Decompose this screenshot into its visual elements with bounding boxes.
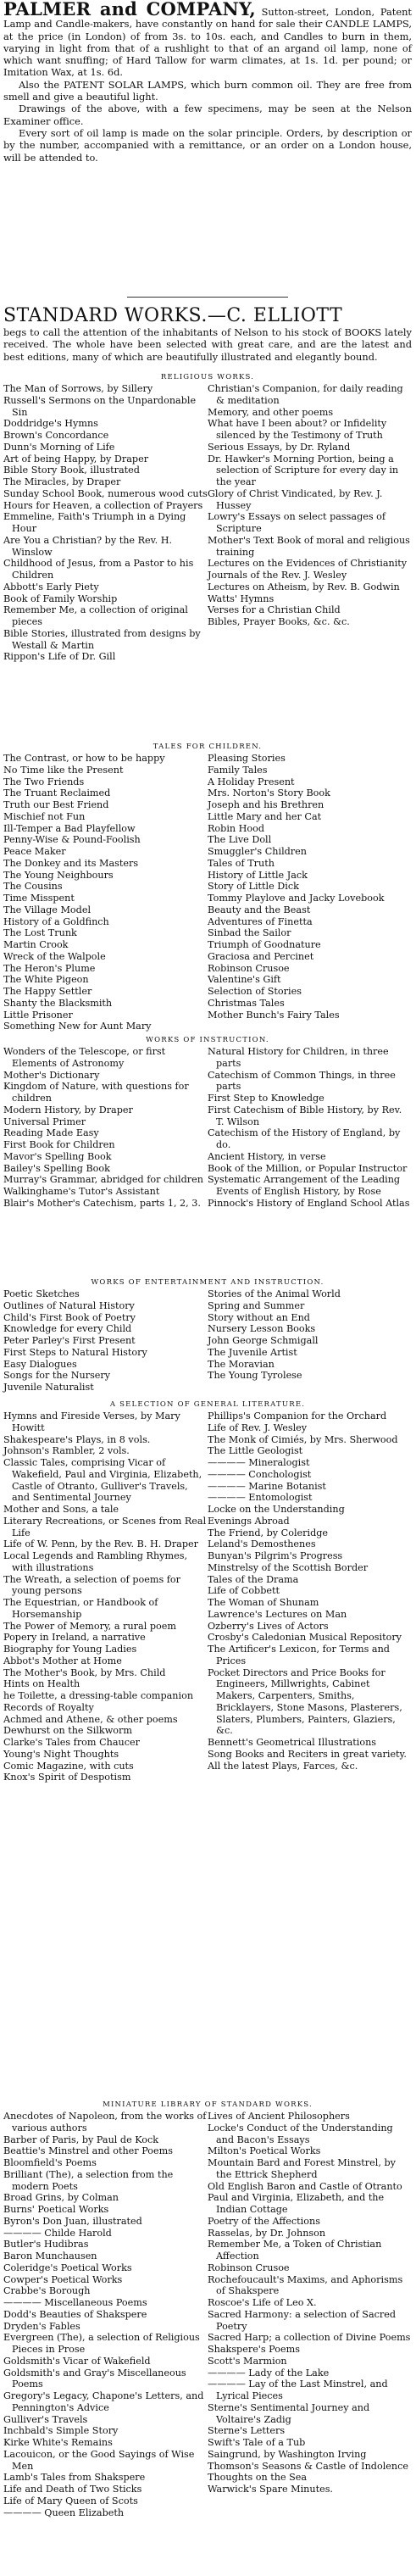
book-list-item: Shakespeare's Plays, in 8 vols. <box>3 1433 151 1445</box>
book-list-item: Biography for Young Ladies <box>3 1644 137 1655</box>
book-list-item: Rochefoucault's Maxims, and Aphorisms of Shakspere <box>208 2273 403 2297</box>
book-list-item: Kingdom of Nature, with questions for children <box>3 1081 189 1104</box>
book-list-item: Lamb's Tales from Shakspere <box>3 2472 146 2484</box>
book-list-item: Phillips's Companion for the Orchard <box>208 1410 387 1422</box>
book-list-item: Murray's Grammar, abridged for children <box>3 1174 203 1186</box>
book-list-item: First Steps to Natural History <box>3 1346 147 1358</box>
book-list-item: Glory of Christ Vindicated, by Rev. J. Hussey <box>208 487 383 511</box>
book-list-item: Story without an End <box>208 1311 310 1323</box>
book-list-item: Smuggler's Children <box>208 846 307 857</box>
book-column-left <box>3 1046 208 1210</box>
book-list-item: Young's Night Thoughts <box>3 1748 119 1760</box>
book-list-item: Crosby's Caledonian Musical Repository <box>208 1632 402 1644</box>
book-list-item: Baron Munchausen <box>3 2251 97 2262</box>
book-list-item: Catechism of Common Things, in three parts <box>208 1069 396 1093</box>
book-list-item: Story of Little Dick <box>208 881 299 893</box>
book-column-right <box>208 383 412 663</box>
book-list-item: Robinson Crusoe <box>208 2262 290 2273</box>
palmer-para-1-text: Sutton-street, London, Patent Lamp and Candle-makers, have constantly on hand for sale their CANDLE LAMPS, at the price (in London) of from 3s. to 10s. each, and Candles to burn in them, varying in light from that of a rushlight to that of an argand oil lamp, none of which want snuffing; of Hard Tallow for warm climates, at 1s. 1d. per pound; or Imitation Wax, at 1s. 6d. <box>3 6 413 79</box>
book-column-right <box>208 2111 412 2518</box>
book-column-left <box>3 753 208 1032</box>
book-column-left <box>3 2111 208 2518</box>
palmer-advertisement <box>3 0 413 164</box>
book-list-item: Life and Death of Two Sticks <box>3 2484 142 2495</box>
book-list-item: John George Schmigall <box>208 1335 319 1346</box>
book-list-item: The Village Model <box>3 904 92 915</box>
book-list-item: Sinbad the Sailor <box>208 927 291 939</box>
book-list-item: Milton's Poetical Works <box>208 2145 321 2157</box>
book-list-item: Russell's Sermons on the Unpardonable Sin <box>3 394 197 418</box>
book-list-item: Songs for the Nursery <box>3 1370 111 1382</box>
book-list-item: Life of Mary Queen of Scots <box>3 2495 138 2506</box>
book-list-item: Lectures on Atheism, by Rev. B. Godwin <box>208 581 400 593</box>
book-list-item: ———— Lay of the Last Minstrel, and Lyrical Pieces <box>208 2378 388 2401</box>
book-list-item: Mother's Dictionary <box>3 1069 100 1081</box>
book-list-item: Serious Essays, by Dr. Ryland <box>208 441 351 453</box>
book-list-item: Life of Rev. J. Wesley <box>208 1422 308 1433</box>
separator-rule <box>127 297 288 298</box>
book-list-item: Goldsmith's and Gray's Miscellaneous Poems <box>3 2367 186 2390</box>
book-list-item: Classic Tales, comprising Vicar of Wakefield, Paul and Virginia, Elizabeth, Castle of Otranto, Gulliver's Travels, and Sentimental Journey <box>3 1457 202 1504</box>
book-list-item: Systematic Arrangement of the Leading Events of English History, by Rose <box>208 1174 401 1197</box>
book-list-item: Cowper's Poetical Works <box>3 2273 123 2285</box>
book-list-item: First Catechism of Bible History, by Rev. T. Wilson <box>208 1104 402 1127</box>
book-list-item: Hymns and Fireside Verses, by Mary Howitt <box>3 1410 180 1433</box>
book-list-item: The Young Neighbours <box>3 869 114 881</box>
book-list-item: Penny-Wise & Pound-Foolish <box>3 834 141 846</box>
book-list-item: Dr. Hawker's Morning Portion, being a selection of Scripture for every day in the year <box>208 453 399 487</box>
book-list-item: Mother Bunch's Fairy Tales <box>208 1009 340 1021</box>
book-list-item: The Contrast, or how to be happy <box>3 753 165 764</box>
book-list-item: Bibles, Prayer Books, &c. &c. <box>208 616 350 627</box>
book-list-item: The Little Geologist <box>208 1445 303 1457</box>
book-list-item: The Juvenile Artist <box>208 1346 297 1358</box>
book-list-item: Shakspere's Poems <box>208 2344 300 2355</box>
book-list-item: Dewhurst on the Silkworm <box>3 1725 132 1737</box>
book-list-item: Brown's Concordance <box>3 430 109 441</box>
book-list-item: The Power of Memory, a rural poem <box>3 1620 176 1632</box>
book-list-item: Mother and Sons, a tale <box>3 1504 119 1515</box>
book-list-item: Johnson's Rambler, 2 vols. <box>3 1445 130 1457</box>
book-list-item: Life of Cobbett <box>208 1585 280 1597</box>
book-list-item: Poetic Sketches <box>3 1288 80 1299</box>
book-list-item: Bloomfield's Poems <box>3 2157 97 2168</box>
book-list-item: Evergreen (The), a selection of Religious Pieces in Prose <box>3 2332 200 2355</box>
book-list-item: Scott's Marmion <box>208 2355 287 2367</box>
book-column-left <box>3 383 208 663</box>
book-list-item: Popery in Ireland, a narrative <box>3 1632 146 1644</box>
book-list-item: Wonders of the Telescope, or first Elements of Astronomy <box>3 1046 166 1069</box>
book-list-item: Kirke White's Remains <box>3 2437 113 2448</box>
book-list-item: Hours for Heaven, a collection of Prayers <box>3 499 203 511</box>
book-list-item: The Happy Settler <box>3 986 92 997</box>
book-list-item: ———— Entomologist <box>208 1492 313 1504</box>
book-list-item: Spring and Summer <box>208 1299 305 1311</box>
book-list-item: Goldsmith's Vicar of Wakefield <box>3 2355 151 2367</box>
book-list-item: Robinson Crusoe <box>208 962 290 974</box>
book-list-item: Knox's Spirit of Despotism <box>3 1772 131 1783</box>
book-column-right <box>208 1288 412 1394</box>
book-list-item: ———— Mineralogist <box>208 1457 310 1468</box>
book-list-item: The Moravian <box>208 1358 275 1370</box>
book-column-left <box>3 1288 208 1394</box>
book-list-item: Memory, and other poems <box>208 406 334 418</box>
section-title: MINIATURE LIBRARY OF STANDARD WORKS. <box>103 2100 313 2109</box>
book-columns <box>3 1410 412 1783</box>
book-list-item: Mischief not Fun <box>3 810 86 822</box>
book-list-item: Childhood of Jesus, from a Pastor to his Children <box>3 558 194 581</box>
book-list-item: Martin Crook <box>3 939 69 950</box>
book-list-item: Barber of Paris, by Paul de Kock <box>3 2134 159 2145</box>
book-list-item: Time Misspent <box>3 893 75 904</box>
book-list-item: Universal Primer <box>3 1116 86 1127</box>
book-list-item: Mother's Text Book of moral and religious training <box>208 534 410 558</box>
book-list-item: Emmeline, Faith's Triumph in a Dying Hour <box>3 511 186 534</box>
book-list-item: Mountain Bard and Forest Minstrel, by the Ettrick Shepherd <box>208 2157 396 2180</box>
book-list-item: The Man of Sorrows, by Sillery <box>3 383 153 394</box>
palmer-headline: PALMER and COMPANY, <box>3 0 256 19</box>
book-list-item: Ancient History, in verse <box>208 1150 326 1162</box>
book-columns <box>3 1288 412 1394</box>
book-list-item: Saingrund, by Washington Irving <box>208 2448 367 2460</box>
elliott-title: STANDARD WORKS.—C. ELLIOTT <box>3 305 343 326</box>
book-list-item: Locke on the Understanding <box>208 1504 345 1515</box>
book-list-item: Book of the Million, or Popular Instructor <box>208 1162 408 1174</box>
book-list-item: Are You a Christian? by the Rev. H. Winslow <box>3 534 173 558</box>
book-list-item: Evenings Abroad <box>208 1515 290 1527</box>
book-list-item: Lacouicon, or the Good Sayings of Wise Men <box>3 2448 195 2472</box>
book-columns <box>3 1046 412 1210</box>
book-list-item: Sterne's Sentimental Journey and Voltaire's Zadig <box>208 2401 370 2425</box>
book-column-left <box>3 1410 208 1783</box>
book-list-item: Nursery Lesson Books <box>208 1323 316 1335</box>
book-list-item: Tales of Truth <box>208 857 275 869</box>
book-list-item: History of Little Jack <box>208 869 308 881</box>
book-list-item: Literary Recreations, or Scenes from Real Life <box>3 1515 207 1538</box>
book-columns <box>3 753 412 1032</box>
book-list-item: Song Books and Reciters in great variety. <box>208 1748 407 1760</box>
book-list-item: Sterne's Letters <box>208 2425 286 2437</box>
book-list-item: Catechism of the History of England, by do. <box>208 1127 401 1150</box>
section-title: WORKS OF INSTRUCTION. <box>146 1036 269 1044</box>
book-list-item: Child's First Book of Poetry <box>3 1311 136 1323</box>
book-list-item: Swift's Tale of a Tub <box>208 2437 306 2448</box>
book-list-item: The Woman of Shunam <box>208 1597 319 1608</box>
book-list-item: Triumph of Goodnature <box>208 939 321 950</box>
palmer-para-4: Every sort of oil lamp is made on the solar principle. Orders, by description or by the number, accompanied with a remittance, or an order on a London house, will be attended to. <box>3 126 412 164</box>
book-list-item: Graciosa and Percinet <box>208 950 314 962</box>
section-title: A SELECTION OF GENERAL LITERATURE. <box>109 1400 306 1409</box>
section-works-of-instruction <box>3 1034 412 1210</box>
book-list-item: Valentine's Gift <box>208 974 281 986</box>
book-list-item: The Truant Reclaimed <box>3 787 111 799</box>
book-list-item: Crabbe's Borough <box>3 2285 91 2297</box>
book-list-item: The Lost Trunk <box>3 927 77 939</box>
book-list-item: Coleridge's Poetical Works <box>3 2262 132 2273</box>
section-title: TALES FOR CHILDREN. <box>153 743 263 751</box>
elliott-intro: begs to call the attention of the inhabitants of Nelson to his stock of BOOKS lately received. The whole have been selected with great care, and are the latest and best editions, many of which are beautifully illustrated and elegantly bound. <box>3 326 412 363</box>
elliott-advertisement-header <box>3 305 412 363</box>
book-list-item: Records of Royalty <box>3 1701 94 1713</box>
book-list-item: Minstrelsy of the Scottish Border <box>208 1561 369 1573</box>
book-list-item: Bible Story Book, illustrated <box>3 465 140 476</box>
book-list-item: Peace Maker <box>3 846 66 857</box>
book-list-item: Walkinghame's Tutor's Assistant <box>3 1186 160 1197</box>
book-list-item: Inchbald's Simple Story <box>3 2425 119 2437</box>
book-columns <box>3 2111 412 2518</box>
book-list-item: Mavor's Spelling Book <box>3 1150 112 1162</box>
book-list-item: Modern History, by Draper <box>3 1104 133 1116</box>
book-list-item: Clarke's Tales from Chaucer <box>3 1737 140 1748</box>
book-list-item: Dryden's Fables <box>3 2320 80 2332</box>
section-general-literature <box>3 1399 412 1783</box>
book-list-item: Juvenile Naturalist <box>3 1382 94 1393</box>
section-religious-works <box>3 371 412 663</box>
book-list-item: Anecdotes of Napoleon, from the works of various authors <box>3 2111 207 2134</box>
book-list-item: All the latest Plays, Farces, &c. <box>208 1760 358 1772</box>
book-list-item: Bennett's Geometrical Illustrations <box>208 1737 377 1748</box>
book-list-item: Christian's Companion, for daily reading & meditation <box>208 383 403 406</box>
book-list-item: Verses for a Christian Child <box>208 604 341 616</box>
book-list-item: Knowledge for every Child <box>3 1323 132 1335</box>
book-list-item: Burns' Poetical Works <box>3 2204 109 2215</box>
book-list-item: Journals of the Rev. J. Wesley <box>208 570 347 581</box>
book-list-item: Bunyan's Pilgrim's Progress <box>208 1550 343 1561</box>
book-list-item: Remember Me, a collection of original pieces <box>3 604 188 627</box>
book-list-item: The Friend, by Coleridge <box>208 1527 329 1538</box>
book-list-item: Something New for Aunt Mary <box>3 1021 152 1032</box>
book-list-item: Doddridge's Hymns <box>3 418 98 430</box>
book-list-item: Old English Baron and Castle of Otranto <box>208 2180 402 2192</box>
section-tales-for-children <box>3 741 412 1032</box>
book-list-item: Ozberry's Lives of Actors <box>208 1620 329 1632</box>
book-list-item: Locke's Conduct of the Understanding and Bacon's Essays <box>208 2122 393 2145</box>
book-list-item: ———— Conchologist <box>208 1468 312 1480</box>
book-list-item: History of a Goldfinch <box>3 915 109 927</box>
book-list-item: Beattie's Minstrel and other Poems <box>3 2145 173 2157</box>
book-list-item: Rippon's Life of Dr. Gill <box>3 651 116 663</box>
book-column-right <box>208 1046 412 1210</box>
book-list-item: Life of W. Penn, by the Rev. B. H. Draper <box>3 1538 198 1550</box>
book-list-item: A Holiday Present <box>208 776 295 787</box>
book-list-item: he Toilette, a dressing-table companion <box>3 1690 194 1701</box>
book-list-item: Paul and Virginia, Elizabeth, and the Indian Cottage <box>208 2192 385 2215</box>
book-list-item: Easy Dialogues <box>3 1358 77 1370</box>
book-list-item: Roscoe's Life of Leo X. <box>208 2297 317 2308</box>
section-miniature-library <box>3 2099 412 2518</box>
section-title: RELIGIOUS WORKS. <box>160 373 255 381</box>
book-list-item: Outlines of Natural History <box>3 1299 135 1311</box>
book-list-item: The Cousins <box>3 881 63 893</box>
book-list-item: Christmas Tales <box>208 997 285 1009</box>
book-columns <box>3 383 412 663</box>
book-list-item: Thoughts on the Sea <box>208 2472 308 2484</box>
book-list-item: Lawrence's Lectures on Man <box>208 1608 347 1620</box>
book-list-item: No Time like the Present <box>3 764 124 776</box>
book-list-item: The Wreath, a selection of poems for young persons <box>3 1573 180 1597</box>
book-list-item: Blair's Mother's Catechism, parts 1, 2, 3. <box>3 1197 201 1209</box>
book-list-item: Family Tales <box>208 764 268 776</box>
book-list-item: Dodd's Beauties of Shakspere <box>3 2308 147 2320</box>
book-list-item: Local Legends and Rambling Rhymes, with illustrations <box>3 1550 187 1573</box>
book-list-item: First Book for Children <box>3 1139 115 1150</box>
book-list-item: The Monk of Cimiés, by Mrs. Sherwood <box>208 1433 398 1445</box>
palmer-para-2: Also the PATENT SOLAR LAMPS, which burn common oil. They are free from smell and give a beautiful light. <box>3 78 412 103</box>
section-title: WORKS OF ENTERTAINMENT AND INSTRUCTION. <box>91 1278 324 1287</box>
book-list-item: Warwick's Spare Minutes. <box>208 2484 333 2495</box>
book-list-item: Sunday School Book, numerous wood cuts <box>3 487 208 499</box>
book-list-item: Brilliant (The), a selection from the modern Poets <box>3 2168 174 2192</box>
book-list-item: The Donkey and its Masters <box>3 857 139 869</box>
book-list-item: Watts' Hymns <box>208 593 275 604</box>
book-list-item: Reading Made Easy <box>3 1127 99 1139</box>
book-list-item: Joseph and his Brethren <box>208 799 324 810</box>
book-list-item: Little Mary and her Cat <box>208 810 322 822</box>
book-list-item: Pleasing Stories <box>208 753 286 764</box>
book-list-item: Bailey's Spelling Book <box>3 1162 110 1174</box>
book-list-item: Robin Hood <box>208 822 265 834</box>
book-list-item: Sacred Harp; a collection of Divine Poems <box>208 2332 411 2344</box>
book-list-item: Gregory's Legacy, Chapone's Letters, and Pennington's Advice <box>3 2390 204 2413</box>
book-list-item: ———— Queen Elizabeth <box>3 2506 125 2518</box>
book-list-item: The Two Friends <box>3 776 85 787</box>
book-list-item: The Heron's Plume <box>3 962 96 974</box>
book-list-item: The Young Tyrolese <box>208 1370 302 1382</box>
book-list-item: Bible Stories, illustrated from designs by Westall & Martin <box>3 627 201 651</box>
book-list-item: Tales of the Drama <box>208 1573 299 1585</box>
book-list-item: Peter Parley's First Present <box>3 1335 136 1346</box>
book-list-item: Ill-Temper a Bad Playfellow <box>3 822 136 834</box>
book-list-item: Shanty the Blacksmith <box>3 997 113 1009</box>
book-list-item: Art of being Happy, by Draper <box>3 453 149 465</box>
book-list-item: The Miracles, by Draper <box>3 476 121 487</box>
book-list-item: Abbott's Early Piety <box>3 581 99 593</box>
book-list-item: Rasselas, by Dr. Johnson <box>208 2227 326 2239</box>
book-list-item: The Live Doll <box>208 834 272 846</box>
book-list-item: Byron's Don Juan, illustrated <box>3 2215 142 2227</box>
book-list-item: Beauty and the Beast <box>208 904 311 915</box>
book-list-item: Book of Family Worship <box>3 593 118 604</box>
book-list-item: Achmed and Athene, & other poems <box>3 1713 178 1725</box>
book-list-item: Wreck of the Walpole <box>3 950 106 962</box>
book-list-item: Pinnock's History of England School Atlas <box>208 1197 410 1209</box>
book-list-item: Tommy Playlove and Jacky Lovebook <box>208 893 385 904</box>
book-list-item: Remember Me, a Token of Christian Affection <box>208 2239 382 2262</box>
book-list-item: Butler's Hudibras <box>3 2239 89 2251</box>
book-list-item: ———— Lady of the Lake <box>208 2367 330 2378</box>
book-list-item: Dunn's Morning of Life <box>3 441 115 453</box>
book-list-item: Poetry of the Affections <box>208 2215 320 2227</box>
book-list-item: ———— Marine Botanist <box>208 1480 326 1492</box>
book-list-item: What have I been about? or Infidelity silenced by the Testimony of Truth <box>208 418 387 441</box>
palmer-para-1 <box>3 0 413 79</box>
section-entertainment-and-instruction <box>3 1277 412 1394</box>
book-list-item: Mrs. Norton's Story Book <box>208 787 330 799</box>
book-list-item: Selection of Stories <box>208 986 302 997</box>
book-list-item: Natural History for Children, in three parts <box>208 1046 389 1069</box>
book-list-item: First Step to Knowledge <box>208 1093 324 1104</box>
book-list-item: Sacred Harmony: a selection of Sacred Poetry <box>208 2308 397 2332</box>
book-list-item: The Artificer's Lexicon, for Terms and Prices <box>208 1644 390 1666</box>
book-list-item: Pocket Directors and Price Books for Engineers, Millwrights, Cabinet Makers, Carpenters, Smiths, Bricklayers, Stone Masons, Plasterers, Slaters, Plumbers, Painters, Glaziers, &c. <box>208 1666 402 1737</box>
book-list-item: Lowry's Essays on select passages of Scripture <box>208 511 386 534</box>
book-list-item: Gulliver's Travels <box>3 2413 88 2425</box>
book-list-item: Thomson's Seasons & Castle of Indolence <box>208 2460 408 2472</box>
palmer-para-3: Drawings of the above, with a few specimens, may be seen at the Nelson Examiner office. <box>3 103 412 127</box>
book-column-right <box>208 753 412 1032</box>
book-column-right <box>208 1410 412 1783</box>
book-list-item: Lives of Ancient Philosophers <box>208 2111 350 2122</box>
book-list-item: The Equestrian, or Handbook of Horsemanship <box>3 1597 158 1620</box>
book-list-item: Hints on Health <box>3 1678 80 1690</box>
book-list-item: Truth our Best Friend <box>3 799 109 810</box>
book-list-item: Broad Grins, by Colman <box>3 2192 119 2204</box>
book-list-item: ———— Childe Harold <box>3 2227 112 2239</box>
book-list-item: Leland's Demosthenes <box>208 1538 316 1550</box>
book-list-item: The White Pigeon <box>3 974 89 986</box>
book-list-item: Stories of the Animal World <box>208 1288 341 1299</box>
book-list-item: The Mother's Book, by Mrs. Child <box>3 1666 166 1678</box>
book-list-item: ———— Miscellaneous Poems <box>3 2297 147 2308</box>
book-list-item: Lectures on the Evidences of Christianity <box>208 558 408 570</box>
book-list-item: Adventures of Finetta <box>208 915 313 927</box>
book-list-item: Comic Magazine, with cuts <box>3 1760 134 1772</box>
book-list-item: Little Prisoner <box>3 1009 73 1021</box>
book-list-item: Abbot's Mother at Home <box>3 1655 122 1666</box>
